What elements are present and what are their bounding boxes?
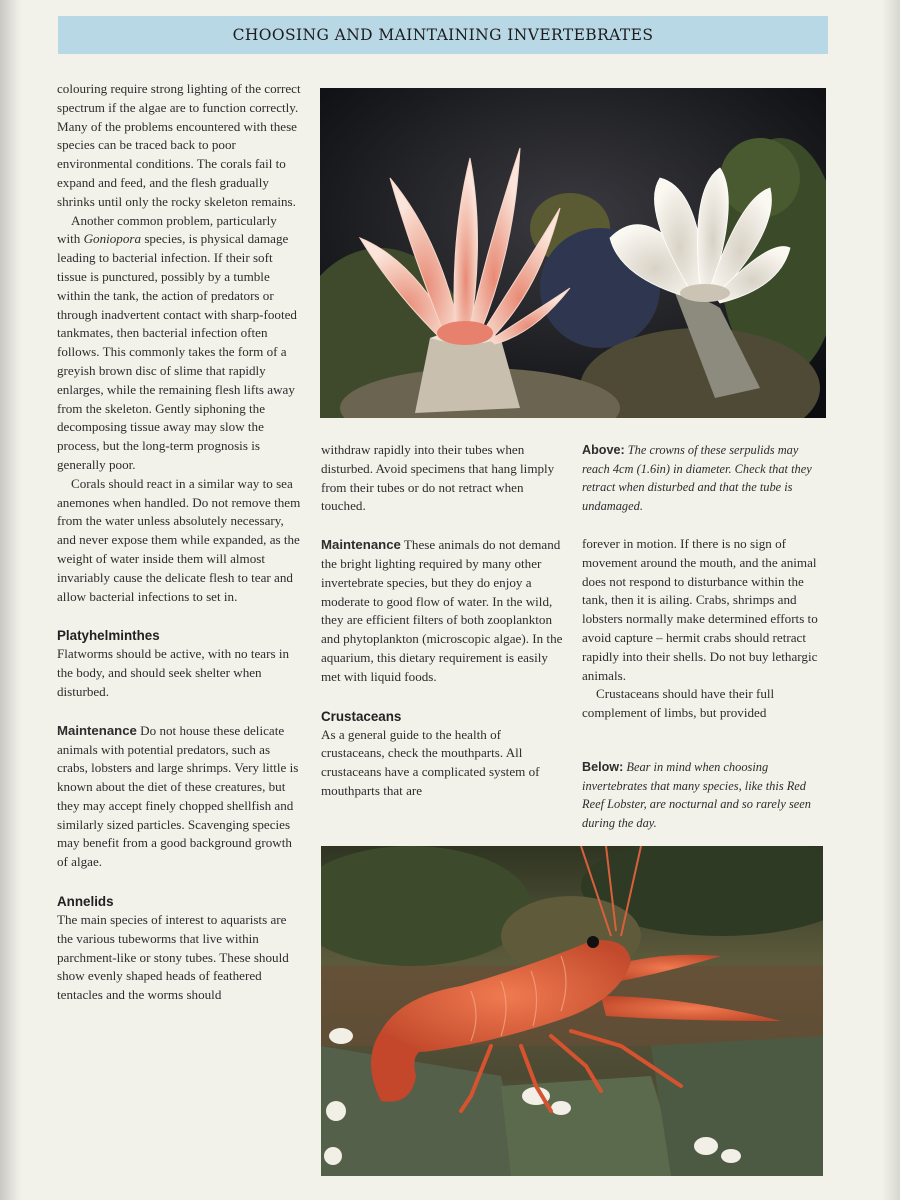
col3-paragraph-1: forever in motion. If there is no sign of movement around the mouth, and the animal does not respond to disturbance within the tank, then it is ailing. Crabs, shrimps and lobsters normally make determined efforts to avoid capture – hermit crabs should retract rapidly into their shells. Do not buy lethargic animals. [582, 536, 818, 683]
col2-paragraph-1: withdraw rapidly into their tubes when disturbed. Avoid specimens that hang limply from their tubes or do not retract when touched. [321, 442, 555, 514]
heading-crustaceans: Crustaceans [321, 708, 402, 724]
caption-above [582, 441, 822, 515]
running-header [58, 16, 828, 54]
col1-paragraph-4: Flatworms should be active, with no tears in the body, and should seek shelter when disturbed. [57, 646, 290, 699]
col3-paragraph-2: Crustaceans should have their full complement of limbs, but provided [582, 686, 775, 721]
col1-paragraph-5 [57, 722, 302, 872]
col2-paragraph-3: As a general guide to the health of crustaceans, check the mouthparts. All crustaceans have a complicated system of mouthparts that are [321, 726, 540, 798]
column-2 [321, 441, 566, 801]
col1-paragraph-6: The main species of interest to aquarists are the various tubeworms that live within parchment-like or stony tubes. These should show evenly shaped heads of feathered tentacles and the worms should [57, 912, 289, 1003]
maintenance-label-2: Maintenance [321, 537, 401, 553]
heading-annelids: Annelids [57, 894, 114, 910]
page-gutter-shadow [0, 0, 22, 1200]
col2-p2-text: These animals do not demand the bright lighting required by many other invertebrate species, but they do enjoy a moderate to good flow of water. In the wild, they are efficient filters of both zooplankton and phytoplankton (microscopic algae). In the aquarium, this dietary requirement is easily met with liquid foods. [321, 537, 563, 684]
col1-p2-end: species, is physical damage leading to bacterial infection. If their soft tissue is punctured, possibly by a tumble within the tank, the action of predators or through inadvertent contact with sharp-footed tankmates, then bacterial infection often follows. This commonly takes the form of a greyish brown disc of slime that rapidly enlarges, while the remaining flesh lifts away from the skeleton. Gently siphoning the decomposing tissue away may slow the process, but the long-term prognosis is generally poor. [57, 231, 297, 472]
genus-goniopora: Goniopora [83, 231, 142, 247]
column-1 [57, 80, 302, 1005]
page-edge-shadow [882, 0, 900, 1200]
heading-platyhelminthes: Platyhelminthes [57, 628, 160, 644]
caption-below [582, 758, 822, 832]
caption-above-text: The crowns of these serpulids may reach 4cm (1.6in) in diameter. Check that they retract when disturbed and that the tube is undamaged. [582, 443, 812, 513]
column-3 [582, 535, 827, 723]
red-reef-lobster-photo [321, 846, 823, 1176]
caption-below-label: Below: [582, 760, 624, 774]
col1-paragraph-3: Corals should react in a similar way to sea anemones when handled. Do not remove them from the water unless absolutely necessary, and never expose them while expanded, as the weight of water inside them will almost invariably cause the delicate flesh to tear and allow bacterial infections to set in. [57, 475, 301, 604]
caption-below-text: Bear in mind when choosing invertebrates that many species, like this Red Reef Lobster, are nocturnal and so rarely seen during the day. [582, 760, 811, 830]
serpulid-tubeworms-photo [320, 88, 826, 418]
header-title: CHOOSING AND MAINTAINING INVERTEBRATES [232, 26, 654, 44]
col1-paragraph-1: colouring require strong lighting of the correct spectrum if the algae are to function correctly. Many of the problems encountered with these species can be traced back to poor environmental conditions. The corals fail to expand and feed, and the flesh gradually shrinks until only the rocky skeleton remains. [57, 81, 301, 209]
col1-p5-text: Do not house these delicate animals with potential predators, such as crabs, lobsters and large shrimps. Very little is known about the diet of these creatures, but they may accept finely chopped shellfish and similarly sized particles. Scavenging species may benefit from a good background growth of algae. [57, 722, 299, 870]
caption-above-label: Above: [582, 443, 625, 457]
maintenance-label-1: Maintenance [57, 722, 137, 738]
col2-paragraph-2 [321, 536, 566, 686]
col1-paragraph-2 [57, 212, 302, 475]
col1-p2-start: Another common problem, particularly with [57, 212, 277, 247]
